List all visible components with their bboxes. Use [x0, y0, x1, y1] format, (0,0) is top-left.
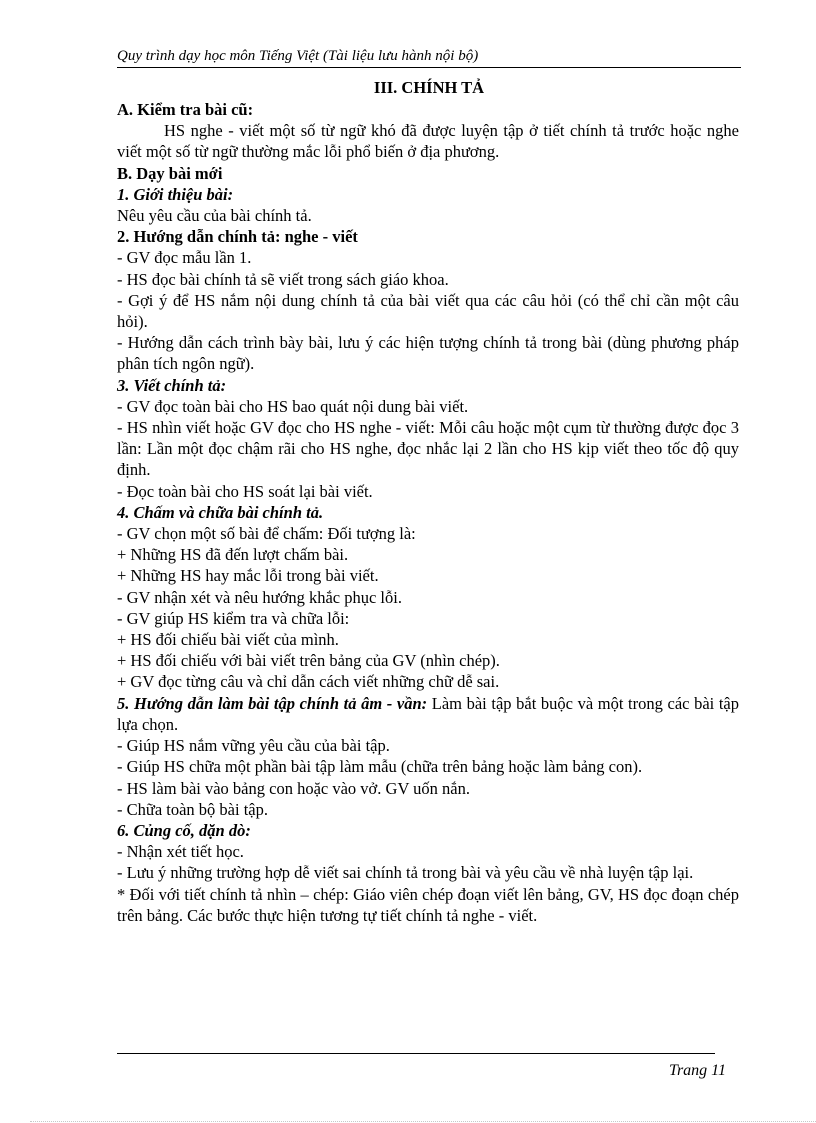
paragraph: * Đối với tiết chính tả nhìn – chép: Giáo viên chép đoạn viết lên bảng, GV, HS đọc đoạn chép trên bảng. Các bước thực hiện tương tự tiết chính tả nghe - viết.: [117, 884, 739, 925]
section-heading: 1. Giới thiệu bài:: [117, 184, 234, 204]
paragraph: + HS đối chiếu bài viết của mình.: [117, 630, 339, 650]
paragraph: - HS làm bài vào bảng con hoặc vào vở. GV uốn nắn.: [117, 778, 471, 798]
paragraph: - Giúp HS nắm vững yêu cầu của bài tập.: [117, 736, 390, 756]
paragraph: - Chữa toàn bộ bài tập.: [117, 799, 268, 819]
paragraph: - HS nhìn viết hoặc GV đọc cho HS nghe - viết: Mỗi câu hoặc một cụm từ thường được đọc 3 lần: Lần một đọc chậm rãi cho HS nghe, đọc nhắc lại 2 lần cho HS kịp viết theo tốc độ quy định.: [117, 418, 739, 480]
header-divider: [117, 67, 741, 68]
paragraph: + Những HS hay mắc lỗi trong bài viết.: [117, 566, 379, 586]
footer-divider: [117, 1053, 715, 1054]
section-heading: B. Dạy bài mới: [117, 163, 223, 183]
paragraph: - GV nhận xét và nêu hướng khắc phục lỗi.: [117, 587, 402, 607]
section-heading: 6. Củng cố, dặn dò:: [117, 820, 251, 840]
paragraph: - GV đọc mẫu lần 1.: [117, 248, 252, 268]
page-edge: [30, 1121, 816, 1122]
paragraph-text: Làm bài tập bắt buộc và một trong các bài tập lựa chọn.: [117, 693, 740, 734]
paragraph: - GV đọc toàn bài cho HS bao quát nội dung bài viết.: [117, 396, 469, 416]
paragraph: - GV giúp HS kiểm tra và chữa lỗi:: [117, 608, 350, 628]
paragraph: HS nghe - viết một số từ ngữ khó đã được luyện tập ở tiết chính tả trước hoặc nghe viết một số từ ngữ thường mắc lỗi phổ biến ở địa phương.: [117, 121, 739, 162]
body-content: [117, 99, 739, 926]
paragraph: Nêu yêu cầu của bài chính tả.: [117, 206, 312, 226]
paragraph: - GV chọn một số bài để chấm: Đối tượng là:: [117, 524, 416, 544]
paragraph: - Lưu ý những trường hợp dễ viết sai chính tả trong bài và yêu cầu về nhà luyện tập lại.: [117, 863, 694, 883]
paragraph: + HS đối chiếu với bài viết trên bảng của GV (nhìn chép).: [117, 651, 500, 671]
paragraph: - Đọc toàn bài cho HS soát lại bài viết.: [117, 481, 373, 501]
paragraph: - HS đọc bài chính tả sẽ viết trong sách giáo khoa.: [117, 269, 449, 289]
paragraph: [117, 693, 739, 735]
paragraph: - Hướng dẫn cách trình bày bài, lưu ý các hiện tượng chính tả trong bài (dùng phương pháp phân tích ngôn ngữ).: [117, 333, 739, 374]
paragraph: + GV đọc từng câu và chỉ dẫn cách viết những chữ dễ sai.: [117, 672, 500, 692]
paragraph: - Gợi ý để HS nắm nội dung chính tả của bài viết qua các câu hỏi (có thể chỉ cần một câu hỏi).: [117, 290, 739, 332]
section-heading: 4. Chấm và chữa bài chính tả.: [117, 502, 324, 522]
section-heading: A. Kiểm tra bài cũ:: [117, 100, 254, 119]
paragraph: - Giúp HS chữa một phần bài tập làm mẫu (chữa trên bảng hoặc làm bảng con).: [117, 757, 643, 777]
section-heading: 3. Viết chính tả:: [117, 375, 227, 395]
heading-lead: 5. Hướng dẫn làm bài tập chính tả âm - vần:: [117, 693, 428, 713]
section-title: III. CHÍNH TẢ: [373, 78, 485, 97]
paragraph: + Những HS đã đến lượt chấm bài.: [117, 545, 349, 565]
page-number: Trang 11: [668, 1062, 726, 1079]
section-heading: 2. Hướng dẫn chính tả: nghe - viết: [117, 227, 358, 247]
paragraph: - Nhận xét tiết học.: [117, 842, 244, 862]
running-header: Quy trình dạy học môn Tiếng Việt (Tài liệu lưu hành nội bộ): [117, 48, 479, 64]
